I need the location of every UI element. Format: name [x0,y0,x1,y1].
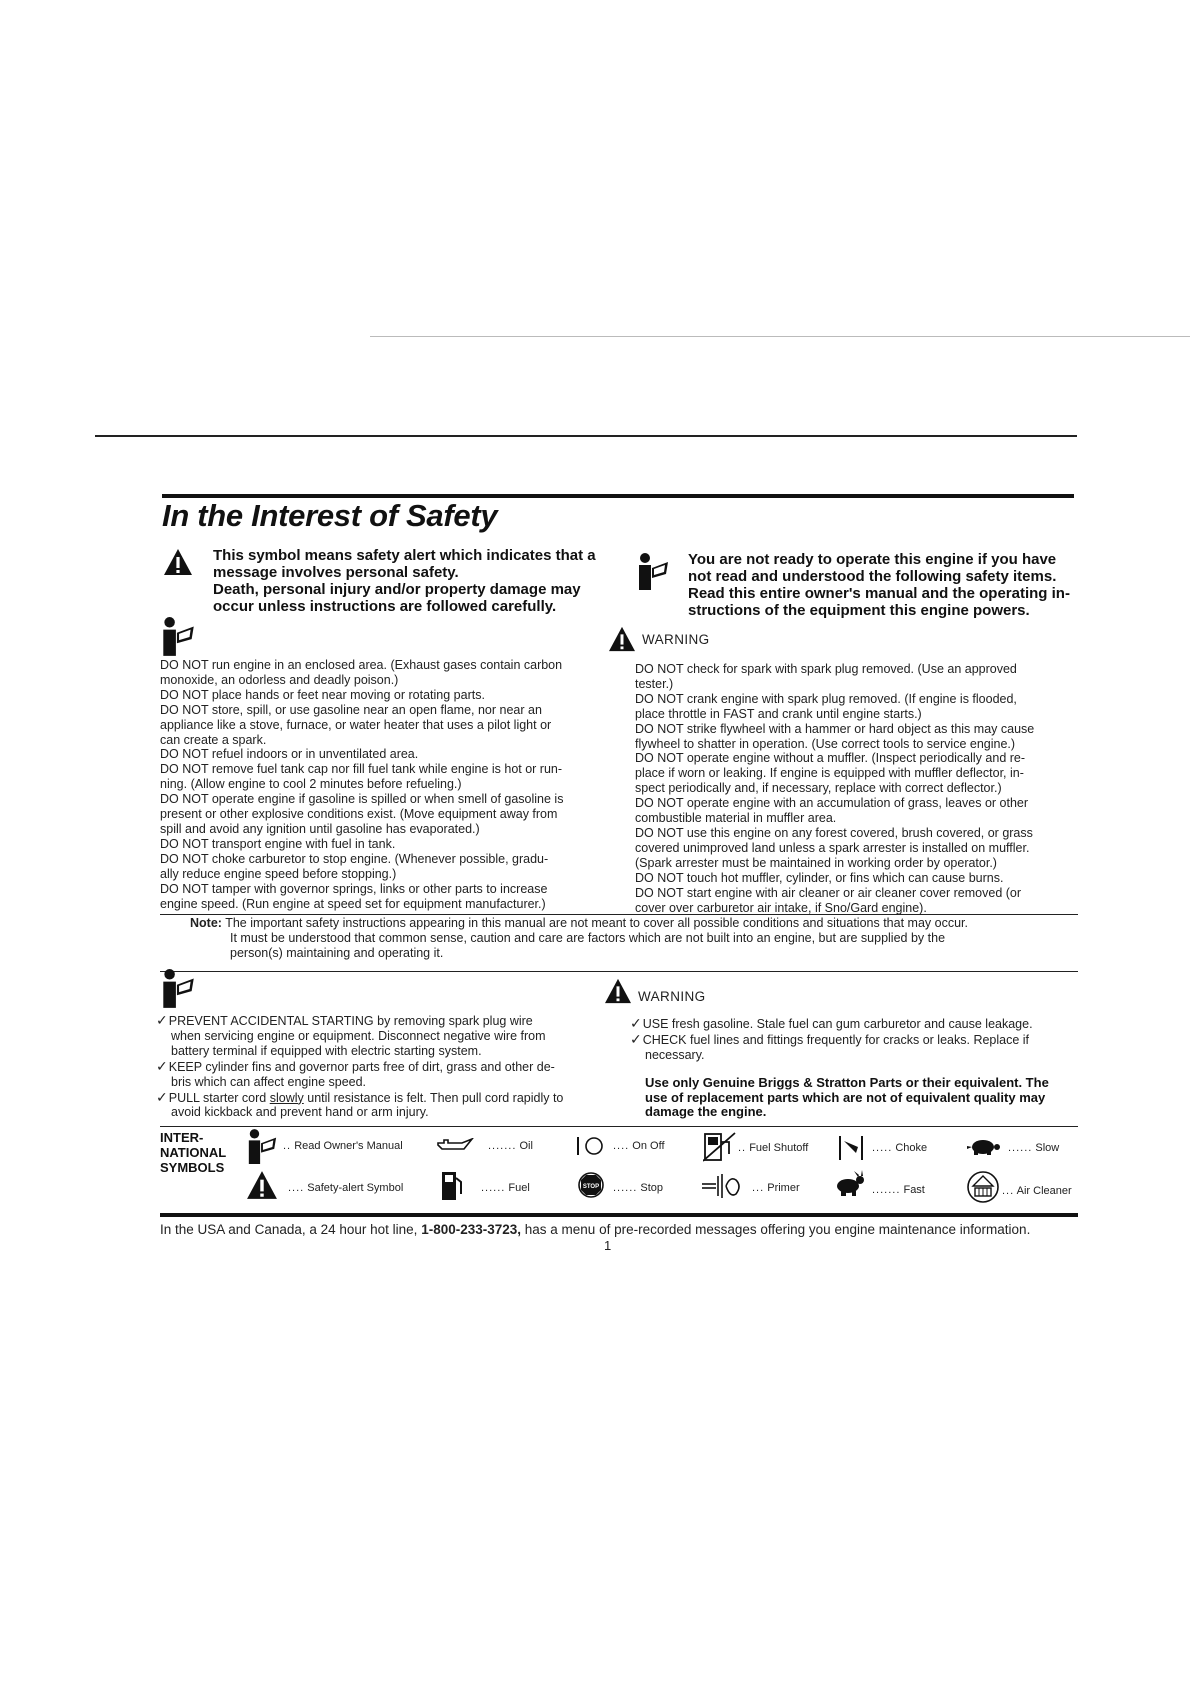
symbol-label: ...... Stop [613,1182,664,1194]
hotline-number: 1-800-233-3723, [421,1222,522,1237]
list-line: DO NOT touch hot muffler, cylinder, or fins which can cause burns. [635,870,1004,885]
genuine-line: Use only Genuine Briggs & Stratton Parts or their equivalent. The [645,1075,1049,1090]
intro-left-line: occur unless instructions are followed carefully. [213,598,557,615]
warning-label: WARNING [638,989,706,1004]
symbols-rule-top [160,1126,1078,1127]
primer-icon [700,1172,746,1200]
list-line: present or other explosive conditions exist. (Move equipment away from [160,807,558,822]
safety-alert-icon [604,978,632,1004]
check-item-cont: battery terminal if equipped with electric starting system. [171,1043,482,1058]
list-line: appliance like a stove, furnace, or water heater that uses a pilot light or [160,717,552,732]
list-line: DO NOT place hands or feet near moving or rotating parts. [160,687,485,702]
checkmark-icon: ✓ [156,1012,168,1028]
note-block [190,916,1090,961]
genuine-line: use of replacement parts which are not of equivalent quality may [645,1089,1046,1105]
safety-alert-icon [608,626,636,652]
intl-symbols-heading: INTER- NATIONAL SYMBOLS [160,1130,227,1175]
oil-can-icon [436,1138,474,1154]
checkmark-icon: ✓ [156,1057,168,1074]
svg-text:STOP: STOP [582,1184,600,1190]
symbol-label: ....... Oil [488,1140,533,1152]
hotline-text: In the USA and Canada, a 24 hour hot line, 1-800-233-3723, has a menu of pre-recorded messages offering you engine maintenance information. [160,1222,1031,1237]
note-line-2: It must be understood that common sense, caution and care are factors which are not built into an engine, but are supplied by the [230,930,946,945]
symbol-label: .. Read Owner's Manual [283,1140,403,1152]
stop-icon [578,1172,604,1198]
do-not-list-right [635,662,1080,915]
do-not-list-left [160,658,612,911]
list-line: spill and avoid any ignition until gasoline has evaporated.) [160,821,480,836]
page-title: In the Interest of Safety [162,498,498,533]
list-line: DO NOT operate engine without a muffler. (Inspect periodically and re- [635,751,1026,766]
page-number: 1 [604,1238,612,1253]
list-line: (Spark arrester must be maintained in working order by operator.) [635,855,997,870]
list-line: DO NOT strike flywheel with a hammer or hard object as this may cause [635,721,1035,736]
list-line: ning. (Allow engine to cool 2 minutes before refueling.) [160,777,462,792]
checkmark-icon: ✓ [156,1088,168,1105]
check-item: ✓CHECK fuel lines and fittings frequently for cracks or leaks. Replace if [630,1030,1030,1047]
list-line: DO NOT operate engine with an accumulation of grass, leaves or other [635,796,1029,811]
on-off-icon [576,1135,604,1157]
check-item-cont: when servicing engine or equipment. Disconnect negative wire from [171,1028,546,1043]
list-line: DO NOT check for spark with spark plug removed. (Use an approved [635,662,1017,676]
list-line: cover over carburetor air intake, if Sno/Gard engine). [635,900,927,915]
symbol-label: .. Fuel Shutoff [738,1142,809,1154]
list-line: DO NOT operate engine if gasoline is spilled or when smell of gasoline is [160,792,564,807]
turtle-icon [966,1138,1002,1156]
choke-icon [838,1135,864,1161]
check-item-cont: avoid kickback and prevent hand or arm injury. [171,1105,429,1120]
check-item-cont: bris which can affect engine speed. [171,1074,367,1089]
check-item: ✓PULL starter cord slowly until resistance is felt. Then pull cord rapidly to [156,1088,564,1105]
safety-alert-icon [246,1170,278,1200]
note-rule-bottom [160,971,1078,972]
read-manual-icon [636,552,670,592]
intro-right-line: Read this entire owner's manual and the operating in- [688,585,1070,602]
intro-left-line: message involves personal safety. [213,564,459,581]
check-item: ✓KEEP cylinder fins and governor parts free of dirt, grass and other de- [156,1057,555,1074]
list-line: tester.) [635,676,674,691]
list-line: DO NOT store, spill, or use gasoline near an open flame, nor near an [160,702,542,717]
checklist-right [630,1016,1080,1063]
list-line: place if worn or leaking. If engine is equipped with muffler deflector, in- [635,766,1024,781]
checkmark-icon: ✓ [630,1030,642,1047]
symbol-label: ...... Fuel [481,1182,530,1194]
safety-alert-icon [163,548,193,576]
check-item: ✓PREVENT ACCIDENTAL STARTING by removing spark plug wire [156,1012,533,1028]
air-cleaner-icon [966,1170,1000,1204]
list-line: DO NOT choke carburetor to stop engine. (Whenever possible, gradu- [160,851,549,866]
note-rule-top [160,914,1078,915]
fuel-pump-icon [440,1170,464,1202]
scan-faint-line [370,336,1190,337]
read-manual-icon [160,616,196,658]
intro-right-line: structions of the equipment this engine powers. [688,602,1030,619]
list-line: covered unimproved land unless a spark arrester is installed on muffler. [635,840,1030,855]
checklist-left [156,1013,608,1120]
intro-safety-alert [213,547,633,615]
list-line: place throttle in FAST and crank until engine starts.) [635,706,922,721]
symbol-label: .... Safety-alert Symbol [288,1182,404,1194]
list-line: can create a spark. [160,732,267,747]
read-manual-icon [246,1128,278,1166]
top-rule [95,435,1077,437]
check-item: ✓USE fresh gasoline. Stale fuel can gum carburetor and cause leakage. [630,1015,1033,1031]
list-line: DO NOT run engine in an enclosed area. (Exhaust gases contain carbon [160,658,563,672]
list-line: engine speed. (Run engine at speed set for equipment manufacturer.) [160,896,546,911]
list-line: spect periodically and, if necessary, replace with correct deflector.) [635,781,1002,796]
note-line-3: person(s) maintaining and operating it. [230,945,444,960]
checkmark-icon: ✓ [630,1015,642,1031]
intro-left-line: This symbol means safety alert which indicates that a [213,547,596,564]
list-line: combustible material in muffler area. [635,811,837,826]
list-line: DO NOT remove fuel tank cap nor fill fuel tank while engine is hot or run- [160,762,563,777]
read-manual-icon [160,968,196,1010]
intro-right-line: not read and understood the following safety items. [688,568,1057,585]
intro-right-line: You are not ready to operate this engine if you have [688,551,1057,568]
list-line: DO NOT tamper with governor springs, links or other parts to increase [160,881,548,896]
rabbit-icon [832,1170,868,1198]
list-line: ally reduce engine speed before stopping.) [160,866,397,881]
symbol-label: ..... Choke [872,1142,928,1154]
check-item-cont: necessary. [645,1047,705,1062]
genuine-line: damage the engine. [645,1104,767,1119]
list-line: flywheel to shatter in operation. (Use correct tools to service engine.) [635,736,1016,751]
note-text: The important safety instructions appearing in this manual are not meant to cover all possible conditions and situations that may occur. [225,916,968,930]
list-line: monoxide, an odorless and deadly poison.) [160,672,399,687]
symbol-label: ....... Fast [872,1184,925,1196]
bottom-rule [160,1213,1078,1217]
symbol-label: ... Primer [752,1182,800,1194]
intro-left-line: Death, personal injury and/or property damage may [213,581,581,598]
list-line: DO NOT start engine with air cleaner or air cleaner cover removed (or [635,885,1022,900]
genuine-parts-notice [645,1076,1085,1120]
note-label: Note: [190,916,222,930]
symbol-label: ... Air Cleaner [1002,1185,1072,1197]
list-line: DO NOT crank engine with spark plug removed. (If engine is flooded, [635,691,1017,706]
list-line: DO NOT use this engine on any forest covered, brush covered, or grass [635,825,1033,840]
fuel-shutoff-icon [703,1132,737,1162]
list-line: DO NOT transport engine with fuel in tank. [160,836,396,851]
note-line-1 [190,916,1090,931]
intro-read-manual [688,551,1078,619]
warning-label: WARNING [642,632,710,647]
list-line: DO NOT refuel indoors or in unventilated area. [160,747,419,762]
symbol-label: .... On Off [613,1140,665,1152]
symbol-label: ...... Slow [1008,1142,1060,1154]
